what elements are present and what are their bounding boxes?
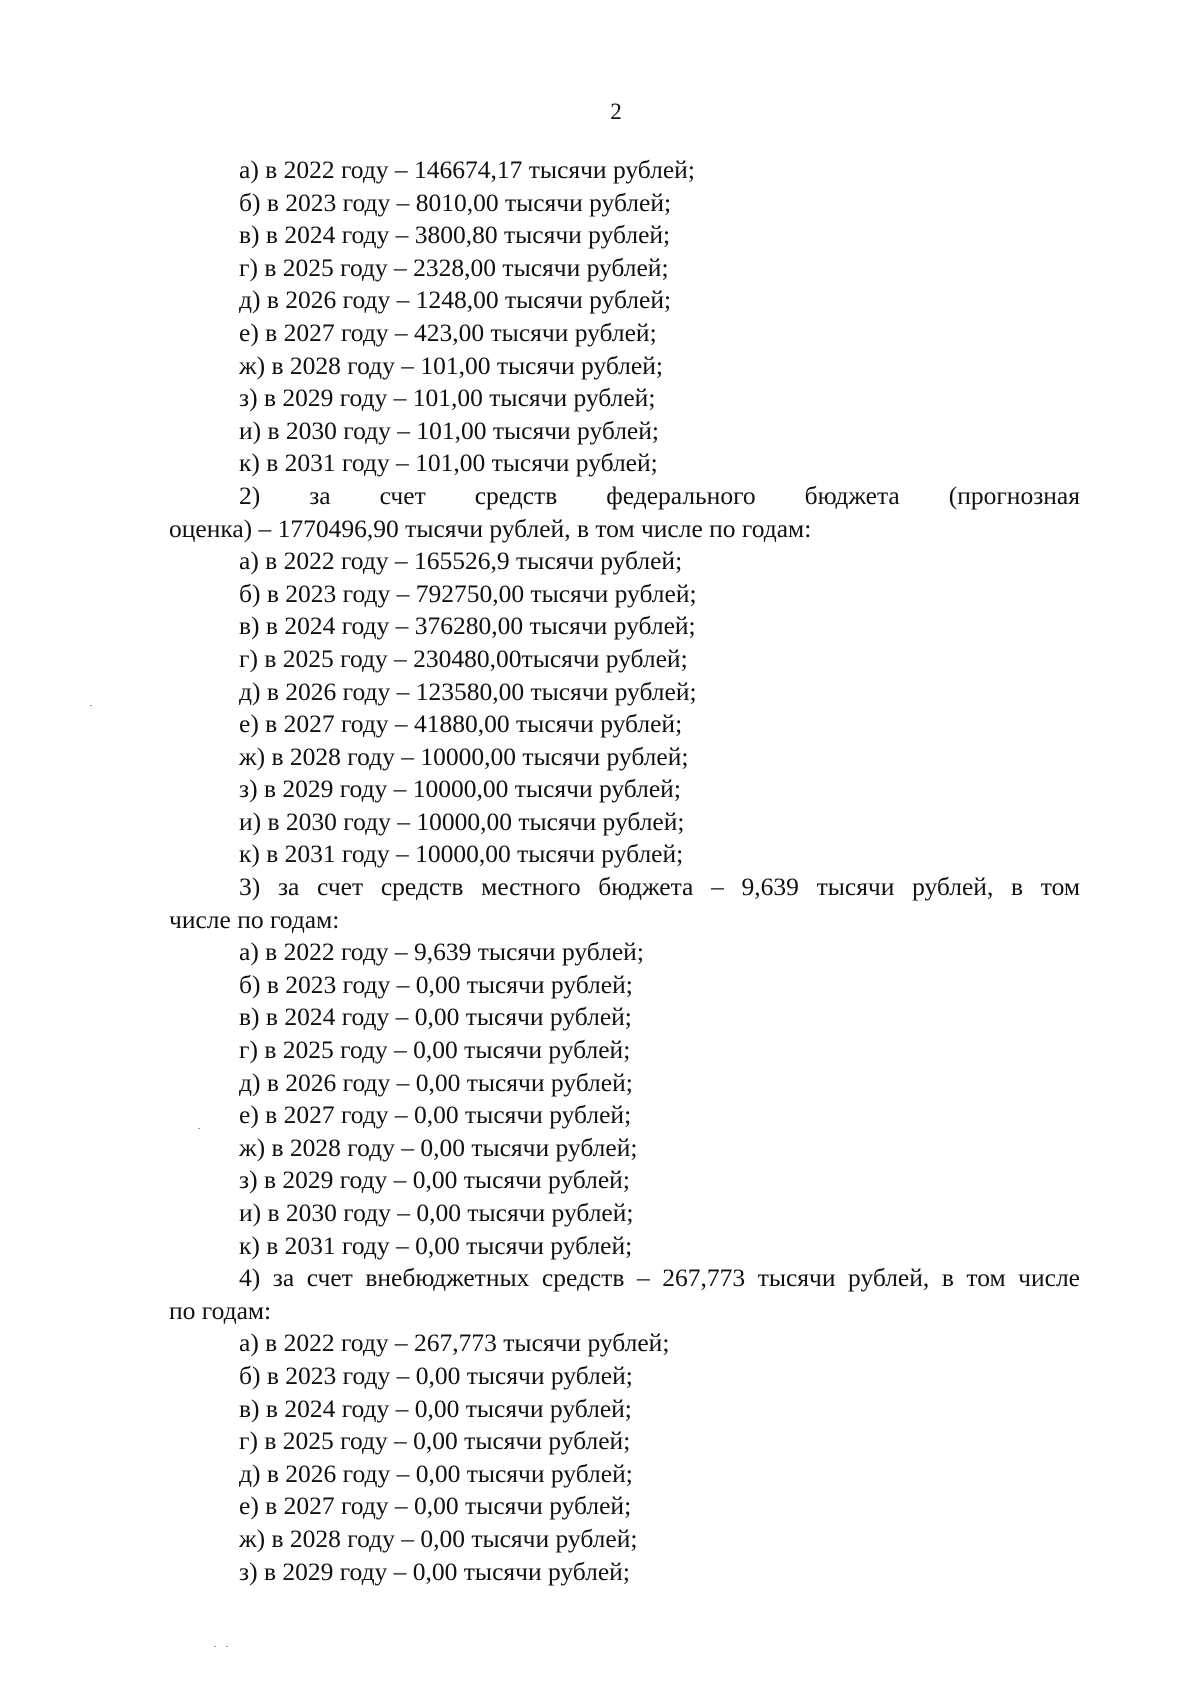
list-item: в) в 2024 году – 376280,00 тысячи рублей; (239, 611, 696, 641)
list-item: а) в 2022 году – 267,773 тысячи рублей; (239, 1328, 670, 1358)
list-item: е) в 2027 году – 423,00 тысячи рублей; (239, 317, 657, 347)
list-item: в) в 2024 году – 0,00 тысячи рублей; (239, 1002, 632, 1032)
list-item: а) в 2022 году – 165526,9 тысячи рублей; (239, 546, 683, 576)
section-4-heading-continuation: по годам: (169, 1295, 272, 1325)
section-2-heading (169, 480, 1080, 513)
list-item: е) в 2027 году – 0,00 тысячи рублей; (239, 1100, 632, 1130)
section-3-heading-continuation: числе по годам: (169, 904, 340, 934)
list-item: в) в 2024 году – 3800,80 тысячи рублей; (239, 220, 671, 250)
list-item: г) в 2025 году – 0,00 тысячи рублей; (239, 1035, 631, 1065)
page-number: 2 (610, 99, 622, 124)
heading-word: бюджета (804, 480, 900, 510)
list-item: д) в 2026 году – 0,00 тысячи рублей; (239, 1067, 633, 1097)
heading-word: (прогнозная (948, 480, 1080, 510)
list-item: ж) в 2028 году – 0,00 тысячи рублей; (239, 1523, 638, 1553)
list-item: и) в 2030 году – 0,00 тысячи рублей; (239, 1198, 634, 1227)
list-item: б) в 2023 году – 0,00 тысячи рублей; (239, 1360, 633, 1390)
list-item: е) в 2027 году – 41880,00 тысячи рублей; (239, 709, 683, 739)
section-3-heading: 3) за счет средств местного бюджета – 9,639 тысячи рублей, в том (239, 872, 1080, 902)
list-item: к) в 2031 году – 0,00 тысячи рублей; (239, 1230, 633, 1260)
section-4-heading: 4) за счет внебюджетных средств – 267,773 тысячи рублей, в том числе (239, 1263, 1080, 1293)
list-item: д) в 2026 году – 123580,00 тысячи рублей; (239, 676, 697, 706)
list-item: в) в 2024 году – 0,00 тысячи рублей; (239, 1393, 632, 1423)
list-item: г) в 2025 году – 2328,00 тысячи рублей; (239, 252, 669, 282)
section-2-heading-continuation: оценка) – 1770496,90 тысячи рублей, в том числе по годам: (169, 513, 812, 543)
list-item: г) в 2025 году – 230480,00тысячи рублей; (239, 643, 688, 673)
list-item: з) в 2029 году – 0,00 тысячи рублей; (239, 1556, 630, 1586)
list-item: а) в 2022 году – 9,639 тысячи рублей; (239, 937, 644, 967)
section-2 (169, 480, 1080, 871)
heading-word: средств (474, 480, 558, 510)
heading-word: счет (379, 480, 426, 510)
list-item: г) в 2025 году – 0,00 тысячи рублей; (239, 1426, 631, 1456)
scan-speck (226, 1646, 228, 1647)
list-item: к) в 2031 году – 101,00 тысячи рублей; (239, 448, 658, 478)
list-item: д) в 2026 году – 0,00 тысячи рублей; (239, 1458, 633, 1488)
list-item: ж) в 2028 году – 10000,00 тысячи рублей; (239, 741, 689, 771)
heading-word: за (309, 480, 331, 510)
list-item: з) в 2029 году – 0,00 тысячи рублей; (239, 1165, 630, 1195)
list-item: б) в 2023 году – 8010,00 тысячи рублей; (239, 187, 672, 217)
heading-word: 2) (239, 480, 261, 510)
list-item: б) в 2023 году – 0,00 тысячи рублей; (239, 969, 633, 999)
list-item: ж) в 2028 году – 101,00 тысячи рублей; (239, 350, 663, 380)
document-body (169, 154, 1080, 1588)
list-item: и) в 2030 году – 10000,00 тысячи рублей; (239, 806, 685, 836)
list-item: з) в 2029 году – 101,00 тысячи рублей; (239, 383, 656, 413)
scan-speck (214, 1646, 216, 1647)
section-3 (169, 871, 1080, 1262)
list-item: к) в 2031 году – 10000,00 тысячи рублей; (239, 839, 684, 869)
section-1-list (169, 154, 1080, 480)
list-item: а) в 2022 году – 146674,17 тысячи рублей; (239, 155, 695, 184)
list-item: д) в 2026 году – 1248,00 тысячи рублей; (239, 285, 672, 315)
scan-speck (198, 1128, 200, 1129)
scan-speck (90, 705, 92, 706)
list-item: е) в 2027 году – 0,00 тысячи рублей; (239, 1491, 632, 1521)
section-4 (169, 1262, 1080, 1588)
list-item: ж) в 2028 году – 0,00 тысячи рублей; (239, 1132, 638, 1162)
heading-word: федерального (606, 480, 756, 510)
list-item: б) в 2023 году – 792750,00 тысячи рублей; (239, 578, 697, 608)
list-item: з) в 2029 году – 10000,00 тысячи рублей; (239, 774, 681, 804)
list-item: и) в 2030 году – 101,00 тысячи рублей; (239, 415, 659, 445)
